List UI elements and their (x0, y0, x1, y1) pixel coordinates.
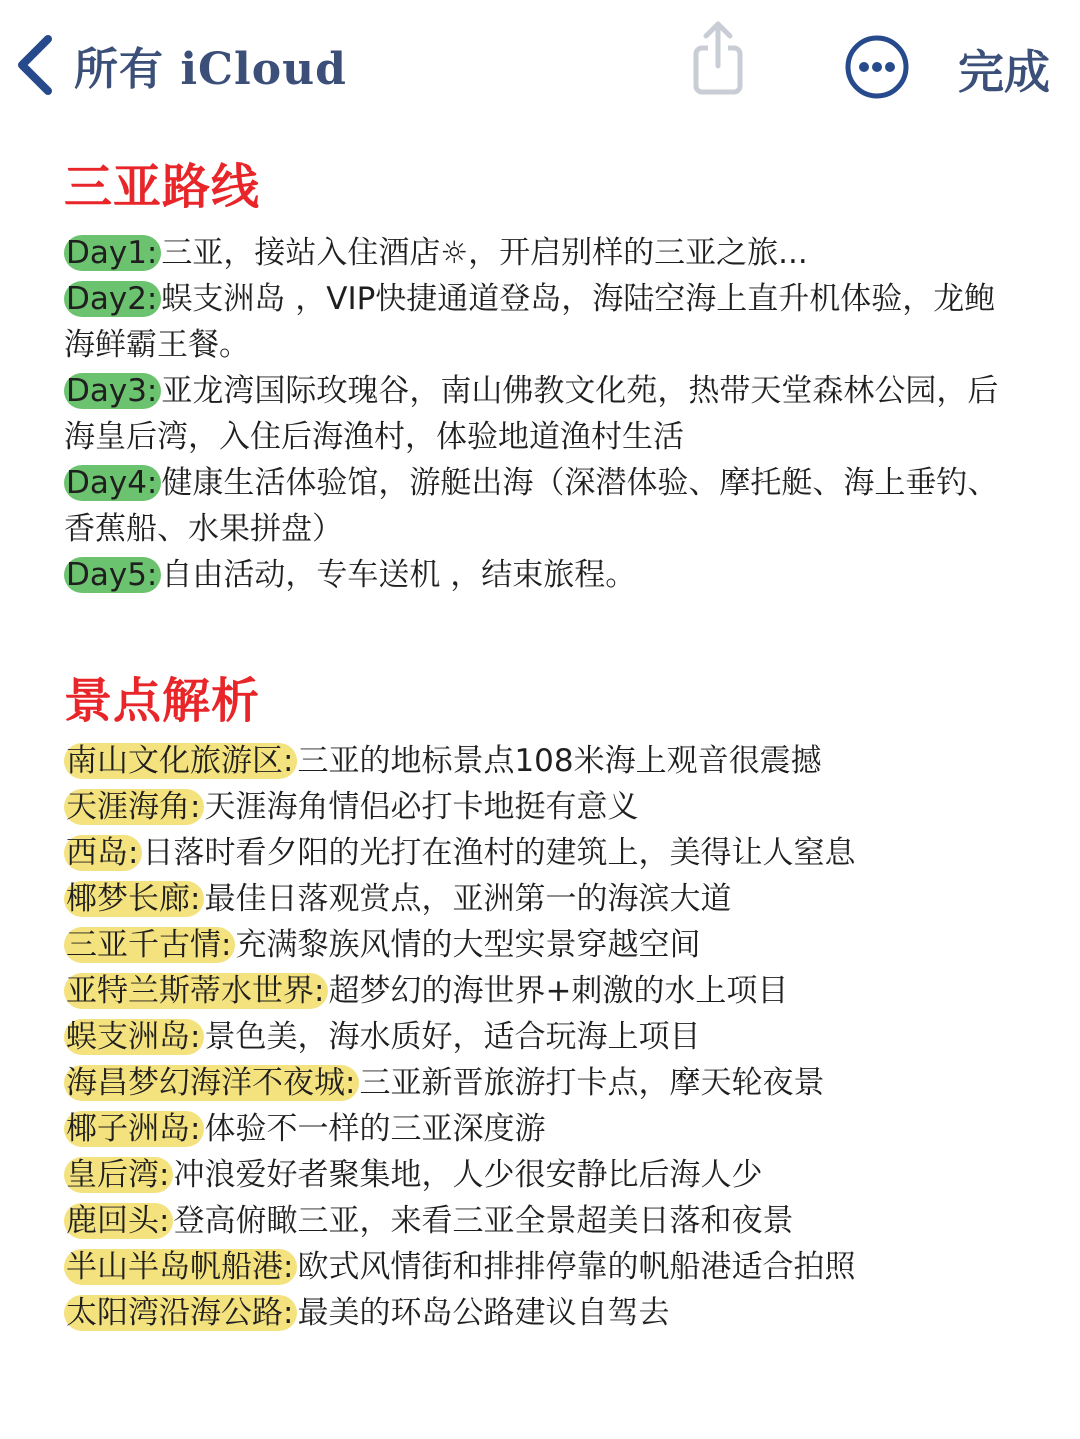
route-item (64, 368, 1024, 460)
more-button[interactable] (844, 34, 910, 100)
spot-item (64, 876, 1024, 922)
spot-text: 最美的环岛公路建议自驾去 (297, 1295, 670, 1331)
spot-item (64, 1060, 1024, 1106)
spot-text: 三亚新晋旅游打卡点，摩天轮夜景 (359, 1065, 825, 1101)
spot-name: 西岛: (64, 835, 142, 871)
spot-item (64, 830, 1024, 876)
day-label: Day5: (64, 557, 161, 593)
route-item (64, 552, 1024, 598)
spot-text: 超梦幻的海世界+刺激的水上项目 (328, 973, 789, 1009)
spot-text: 天涯海角情侣必打卡地挺有意义 (204, 789, 639, 825)
route-text: 三亚，接站入住酒店☼，开启别样的三亚之旅... (161, 235, 808, 271)
done-button[interactable]: 完成 (958, 45, 1050, 99)
chevron-left-icon (14, 33, 56, 97)
back-button[interactable] (14, 30, 347, 100)
spot-name: 太阳湾沿海公路: (64, 1295, 297, 1331)
spots-list (64, 738, 1024, 1336)
spot-name: 三亚千古情: (64, 927, 235, 963)
spot-item (64, 784, 1024, 830)
day-label: Day3: (64, 373, 161, 409)
route-text: 亚龙湾国际玫瑰谷，南山佛教文化苑，热带天堂森林公园，后海皇后湾，入住后海渔村，体验地道渔村生活 (64, 373, 999, 455)
spot-text: 登高俯瞰三亚，来看三亚全景超美日落和夜景 (173, 1203, 794, 1239)
spot-text: 充满黎族风情的大型实景穿越空间 (235, 927, 701, 963)
routes-list (64, 230, 1024, 598)
day-label: Day1: (64, 235, 161, 271)
spots-title: 景点解析 (64, 673, 261, 729)
route-text: 自由活动，专车送机 ，结束旅程。 (161, 557, 637, 593)
spot-item (64, 1014, 1024, 1060)
spot-name: 半山半岛帆船港: (64, 1249, 297, 1285)
share-icon (690, 18, 746, 98)
spot-name: 蜈支洲岛: (64, 1019, 204, 1055)
route-text: 蜈支洲岛 ，VIP快捷通道登岛，海陆空海上直升机体验，龙鲍海鲜霸王餐。 (64, 281, 996, 363)
spot-name: 海昌梦幻海洋不夜城: (64, 1065, 359, 1101)
spot-name: 天涯海角: (64, 789, 204, 825)
spot-item (64, 1290, 1024, 1336)
spot-item (64, 968, 1024, 1014)
spot-text: 景色美，海水质好，适合玩海上项目 (204, 1019, 701, 1055)
spot-item (64, 1106, 1024, 1152)
spot-item (64, 1198, 1024, 1244)
spot-item (64, 922, 1024, 968)
spot-item (64, 1152, 1024, 1198)
back-label: 所有 iCloud (74, 44, 347, 95)
route-item (64, 276, 1024, 368)
spot-name: 椰梦长廊: (64, 881, 204, 917)
spot-name: 椰子洲岛: (64, 1111, 204, 1147)
nav-bar (0, 0, 1080, 130)
spot-item (64, 738, 1024, 784)
share-button[interactable] (690, 18, 746, 98)
spot-name: 亚特兰斯蒂水世界: (64, 973, 328, 1009)
day-label: Day2: (64, 281, 161, 317)
day-label: Day4: (64, 465, 161, 501)
spot-text: 日落时看夕阳的光打在渔村的建筑上，美得让人窒息 (142, 835, 856, 871)
spot-name: 鹿回头: (64, 1203, 173, 1239)
more-icon (844, 34, 910, 100)
spot-text: 最佳日落观赏点，亚洲第一的海滨大道 (204, 881, 732, 917)
spot-name: 皇后湾: (64, 1157, 173, 1193)
route-text: 健康生活体验馆，游艇出海（深潜体验、摩托艇、海上垂钓、香蕉船、水果拼盘） (64, 465, 999, 547)
routes-title: 三亚路线 (64, 159, 261, 215)
spot-text: 三亚的地标景点108米海上观音很震撼 (297, 743, 822, 779)
spot-text: 体验不一样的三亚深度游 (204, 1111, 546, 1147)
spot-text: 冲浪爱好者聚集地，人少很安静比后海人少 (173, 1157, 763, 1193)
route-item (64, 460, 1024, 552)
spot-name: 南山文化旅游区: (64, 743, 297, 779)
spot-item (64, 1244, 1024, 1290)
spot-text: 欧式风情街和排排停靠的帆船港适合拍照 (297, 1249, 856, 1285)
route-item (64, 230, 1024, 276)
